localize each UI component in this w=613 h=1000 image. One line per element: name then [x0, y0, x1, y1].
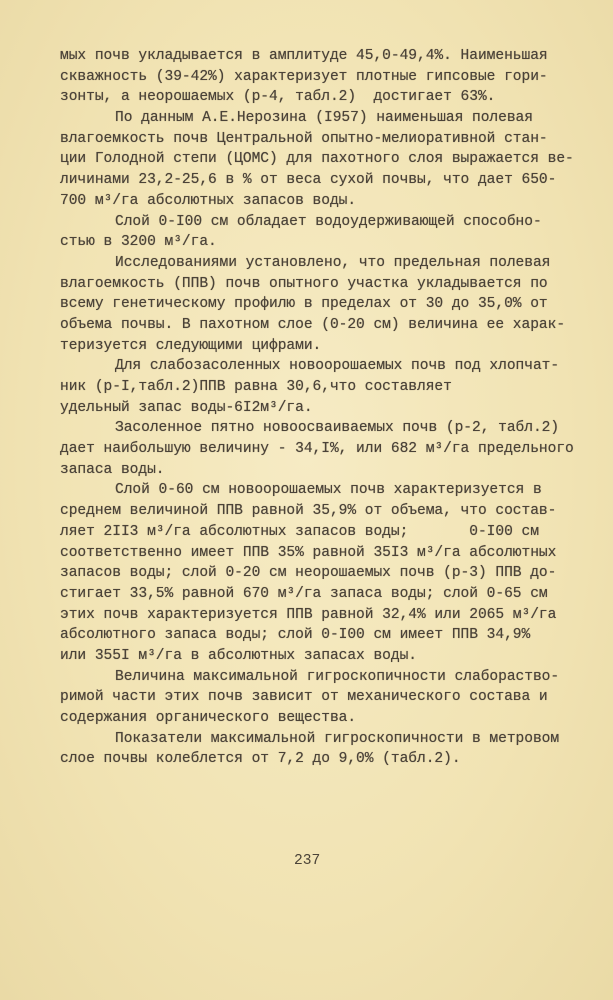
- text-line: теризуется следующими цифрами.: [60, 337, 322, 354]
- text-line: ник (р-I,табл.2)ППВ равна 30,6,что составляет: [60, 379, 452, 395]
- text-line: зонты, а неорошаемых (р-4, табл.2) достигает 63%.: [60, 89, 496, 106]
- document-body: [60, 46, 580, 770]
- paragraph-start-line: Слой 0-I00 см обладает водоудерживающей способно-: [115, 213, 542, 230]
- text-line: ции Голодной степи (ЦОМС) для пахотного слоя выражается ве-: [60, 151, 574, 168]
- text-line: соответственно имеет ППВ 35% равной 35I3 м³/га абсолютных: [60, 544, 557, 561]
- text-line: мых почв укладывается в амплитуде 45,0-49,4%. Наименьшая: [60, 48, 548, 64]
- text-line: удельный запас воды-6I2м³/га.: [60, 399, 313, 416]
- text-line: объема почвы. В пахотном слое (0-20 см) величина ее харак-: [60, 316, 566, 333]
- text-line: всему генетическому профилю в пределах от 30 до 35,0% от: [60, 296, 548, 313]
- page-number: 237: [294, 853, 321, 869]
- text-line: стью в 3200 м³/га.: [60, 234, 217, 251]
- paragraph-start-line: Слой 0-60 см новоорошаемых почв характеризуется в: [115, 482, 542, 499]
- text-line: скважность (39-42%) характеризует плотные гипсовые гори-: [60, 68, 548, 85]
- text-line: влагоемкость почв Центральной опытно-мелиоративной стан-: [60, 130, 548, 147]
- text-line: слое почвы колеблется от 7,2 до 9,0% (табл.2).: [60, 751, 461, 768]
- text-line: запаса воды.: [60, 461, 165, 478]
- text-line: влагоемкость (ППВ) почв опытного участка укладывается по: [60, 275, 548, 292]
- text-line: содержания органического вещества.: [60, 710, 357, 726]
- text-line: личинами 23,2-25,6 в % от веса сухой почвы, что дает 650-: [60, 172, 557, 189]
- text-line: дает наибольшую величину - 34,I%, или 682 м³/га предельного: [60, 441, 574, 458]
- text-line: ляет 2II3 м³/га абсолютных запасов воды; 0-I00 см: [60, 523, 539, 540]
- paragraph-start-line: Исследованиями установлено, что предельная полевая: [115, 254, 551, 271]
- paragraph-start-line: Величина максимальной гигроскопичности слабораство-: [115, 668, 560, 685]
- text-line: этих почв характеризуется ППВ равной 32,4% или 2065 м³/га: [60, 606, 557, 623]
- text-line: стигает 33,5% равной 670 м³/га запаса воды; слой 0-65 см: [60, 585, 548, 602]
- paragraph-start-line: По данным А.Е.Нерозина (I957) наименьшая полевая: [115, 110, 533, 127]
- text-line: запасов воды; слой 0-20 см неорошаемых почв (р-3) ППВ до-: [60, 565, 557, 582]
- text-line: или 355I м³/га в абсолютных запасах воды.: [60, 647, 418, 664]
- text-line: римой части этих почв зависит от механического состава и: [60, 689, 548, 706]
- paragraph-start-line: Для слабозасоленных новоорошаемых почв под хлопчат-: [115, 358, 560, 375]
- text-line: 700 м³/га абсолютных запасов воды.: [60, 192, 357, 209]
- text-line: среднем величиной ППВ равной 35,9% от объема, что состав-: [60, 503, 557, 520]
- paragraph-start-line: Засоленное пятно новоосваиваемых почв (р-2, табл.2): [115, 420, 560, 437]
- text-line: абсолютного запаса воды; слой 0-I00 см имеет ППВ 34,9%: [60, 627, 531, 644]
- paragraph-start-line: Показатели максимальной гигроскопичности в метровом: [115, 730, 560, 747]
